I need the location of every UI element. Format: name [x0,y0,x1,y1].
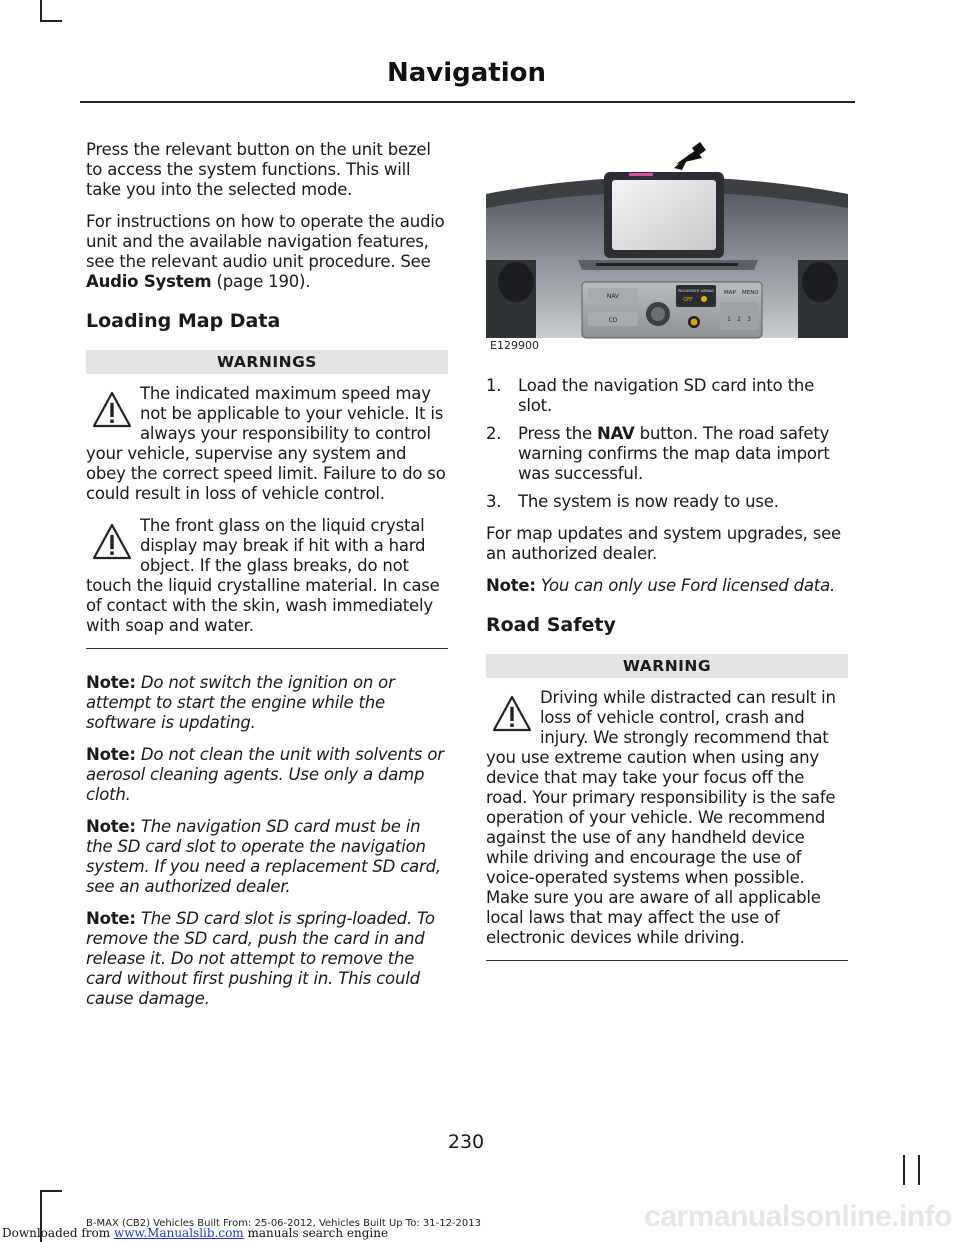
step-text: The system is now ready to use. [518,492,779,511]
step-number: 1. [486,376,502,395]
note-label: Note: [86,909,136,928]
warning-triangle-icon [492,694,532,734]
note-paragraph [86,745,448,805]
crop-mark [918,1155,920,1185]
step-text: Load the navigation SD card into the slot. [518,376,815,415]
note-text: The SD card slot is spring-loaded. To remove the SD card, push the card in and release it. Do not attempt to remove the card without first pushing it in. This could cause damage. [86,909,435,1008]
note-label: Note: [86,817,136,836]
note-text: Do not switch the ignition on or attempt to start the engine while the software is updating. [86,673,395,732]
preset-1-label: 1 [727,316,731,323]
intro-text: For instructions on how to operate the audio unit and the available navigation features, see the relevant audio unit procedure. See [86,212,445,271]
step-item [486,492,848,512]
watermark: carmanualsonline.info [644,1200,952,1233]
airbag-indicator-label: PASSENGER AIRBAG [677,289,715,293]
page-number: 230 [447,1131,485,1153]
note-text: Do not clean the unit with solvents or aerosol cleaning agents. Use only a damp cloth. [86,745,444,804]
intro-page-ref: (page 190). [211,272,311,291]
airbag-off-label: OFF [683,297,693,303]
dashboard-illustration [486,142,848,352]
steps-list [486,376,848,512]
note-paragraph [486,576,848,596]
step-text: Press the [518,424,597,443]
download-text: manuals search engine [243,1226,389,1240]
note-paragraph [86,673,448,733]
vehicle-info: B-MAX (CB2) Vehicles Built From: 25-06-2012, Vehicles Built Up To: 31-12-2013 [86,1218,481,1229]
warning-end-rule [486,960,848,961]
cd-button-label: CD [608,317,618,324]
intro-paragraph: Press the relevant button on the unit bezel to access the system functions. This will take you into the selected mode. [86,140,431,199]
crop-mark [40,0,42,22]
step-item [486,376,848,416]
step-number: 3. [486,492,502,511]
warning-header: WARNING [486,654,848,678]
preset-3-label: 3 [747,316,751,323]
preset-2-label: 2 [737,316,741,323]
note-label: Note: [86,673,136,692]
note-paragraph [86,817,448,897]
step-bold: NAV [597,424,635,443]
warning-text: The front glass on the liquid crystal display may break if hit with a hard object. If the glass breaks, do not touch the liquid crystalline material. In case of contact with the skin, wash immediately with soap and water. [86,516,440,635]
header-rule [80,101,855,103]
crop-mark [903,1155,905,1185]
warning-block [486,688,848,948]
warning-block [86,384,448,504]
dashboard-figure [486,142,848,352]
note-label: Note: [86,745,136,764]
crop-mark [40,20,62,22]
page-title: Navigation [386,58,546,88]
warning-triangle-icon [92,522,132,562]
intro-paragraph-2 [86,212,448,292]
audio-system-link[interactable]: Audio System [86,272,212,291]
note-text: The navigation SD card must be in the SD card slot to operate the navigation system. If you need a replacement SD card, see an authorized dealer. [86,817,441,896]
left-column [86,140,448,1021]
note-text: You can only use Ford licensed data. [535,576,836,595]
note-label: Note: [486,576,536,595]
updates-paragraph: For map updates and system upgrades, see an authorized dealer. [486,524,842,563]
section-heading: Loading Map Data [86,310,281,332]
crop-mark [40,1190,62,1192]
warning-block [86,516,448,636]
manualslib-link[interactable]: www.Manualslib.com [113,1226,244,1240]
warning-triangle-icon [92,390,132,430]
figure-id: E129900 [490,339,539,352]
step-item [486,424,848,484]
menu-button-label: MENU [742,290,759,296]
warning-text: Driving while distracted can result in loss of vehicle control, crash and injury. We strongly recommend that you use extreme caution when using any device that may take your focus off the road. Your primary responsibility is the safe operation of your vehicle. We recommend against the use of any handheld device while driving and encourage the use of voice-operated systems when possible. Make sure you are aware of all applicable local laws that may affect the use of electronic devices while driving. [486,688,836,947]
map-button-label: MAP [724,290,736,296]
section-heading: Road Safety [486,614,616,636]
warnings-header: WARNINGS [86,350,448,374]
step-text: button. The road safety warning confirms the map data import was successful. [518,424,830,483]
download-text: Downloaded from [2,1226,114,1240]
right-column [486,142,848,985]
note-paragraph [86,909,448,1009]
download-notice [2,1226,388,1240]
nav-button-label: NAV [606,293,620,300]
warning-text: The indicated maximum speed may not be applicable to your vehicle. It is always your responsibility to control your vehicle, supervise any system and obey the correct speed limit. Failure to do so could result in loss of vehicle control. [86,384,446,503]
warning-end-rule [86,648,448,649]
step-number: 2. [486,424,502,443]
